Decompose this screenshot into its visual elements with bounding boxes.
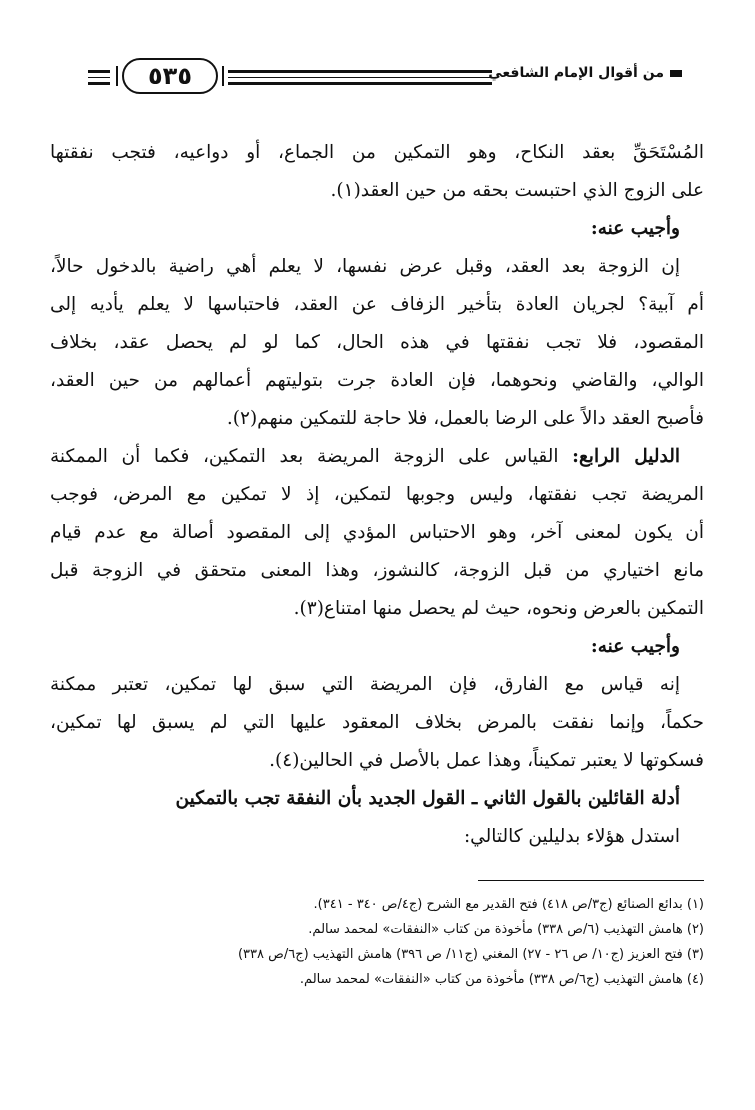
line-text: وأجيب عنه: — [590, 218, 680, 239]
footnote-separator — [478, 880, 704, 881]
header-title-mark — [670, 70, 682, 77]
text-line — [50, 362, 704, 400]
line-text: المُسْتَحَقِّ بعقد النكاح، وهو التمكين من الجماع، أو دواعيه، فتجب نفقتها — [50, 142, 704, 163]
main-text — [50, 134, 704, 856]
line-text: المريضة تجب نفقتها، وليس وجوبها لتمكين، إذ لا تمكين مع المرض، فوجب — [50, 484, 704, 505]
line-text: فأصبح العقد دالاً على الرضا بالعمل، فلا حاجة للتمكين منهم(٢). — [226, 408, 704, 429]
footnote: (٤) هامش التهذيب (ج٦/ص ٣٣٨) مأخوذة من كتاب «النفقات» لمحمد سالم. — [299, 972, 704, 987]
line-text: المقصود، فلا تجب نفقتها في هذه الحال، كما لو لم يحصل عقد، بخلاف — [50, 332, 704, 353]
text-line — [50, 248, 704, 286]
line-text: القياس على الزوجة المريضة بعد التمكين، فكما أن الممكنة — [50, 446, 573, 467]
line-text: مانع اختياري من قبل الزوجة، كالنشوز، وهذا المعنى متحقق في الزوجة قبل — [50, 560, 704, 581]
text-line — [50, 704, 704, 742]
line-text: إنه قياس مع الفارق، فإن المريضة التي سبق لها تمكين، تعتبر ممكنة — [50, 674, 680, 695]
line-text: الوالي، والقاضي ونحوهما، فإن العادة جرت بتوليتهم أعمالهم من حين العقد، — [50, 370, 704, 391]
text-line — [50, 552, 704, 590]
page-number: ٥٣٥ — [122, 58, 218, 94]
header-rule-top — [228, 70, 492, 73]
line-text: وأجيب عنه: — [590, 636, 680, 657]
text-line — [50, 400, 704, 438]
footnotes — [50, 892, 704, 992]
text-line — [50, 780, 704, 818]
text-line — [50, 742, 704, 780]
header-rule-left-bottom — [88, 82, 110, 85]
line-text: على الزوج الذي احتبست بحقه من حين العقد(١). — [330, 180, 704, 201]
text-line — [50, 476, 704, 514]
header-title: من أقوال الإمام الشافعي — [488, 65, 664, 81]
section-lead: الدليل الرابع: — [572, 446, 680, 467]
text-line — [50, 514, 704, 552]
text-line — [50, 438, 704, 476]
footnote: (٢) هامش التهذيب (٦/ص ٣٣٨) مأخوذة من كتاب «النفقات» لمحمد سالم. — [308, 922, 704, 937]
text-line — [50, 172, 704, 210]
text-line — [50, 628, 704, 666]
header-rule-middle — [228, 77, 492, 78]
line-text: التمكين بالعرض ونحوه، حيث لم يحصل منها امتناع(٣). — [293, 598, 704, 619]
running-header — [88, 58, 682, 98]
header-rule-left-top — [88, 70, 110, 73]
line-text: أن يكون لمعنى آخر، وهو الاحتباس المؤدي إلى المقصود أصالة مع عدم قيام — [50, 522, 704, 543]
line-text: أدلة القائلين بالقول الثاني ـ القول الجديد بأن النفقة تجب بالتمكين — [175, 788, 680, 809]
footnote: (١) بدائع الصنائع (ج٣/ص ٤١٨) فتح القدير مع الشرح (ج٤/ص ٣٤٠ - ٣٤١). — [313, 897, 704, 912]
line-text: أم آبية؟ لجريان العادة بتأخير الزفاف عن العقد، فاحتباسها لا يعلم يأديه إلى — [50, 294, 704, 315]
text-line — [50, 210, 704, 248]
line-text: فسكوتها لا يعتبر تمكيناً، وهذا عمل بالأصل في الحالين(٤). — [269, 750, 704, 771]
line-text: حكماً، وإنما نفقت بالمرض بخلاف المعقود عليها التي لم يسبق لها تمكين، — [50, 712, 704, 733]
line-text: إن الزوجة بعد العقد، وقبل عرض نفسها، لا يعلم أهي راضية بالدخول حالاً، — [50, 256, 680, 277]
text-line — [50, 666, 704, 704]
line-text: استدل هؤلاء بدليلين كالتالي: — [463, 826, 680, 847]
text-line — [50, 134, 704, 172]
text-line — [50, 818, 704, 856]
header-rule-bottom — [228, 82, 492, 85]
text-line — [50, 324, 704, 362]
text-line — [50, 286, 704, 324]
header-rule-left-middle — [88, 77, 110, 78]
text-line — [50, 590, 704, 628]
footnote: (٣) فتح العزيز (ج١٠/ ص ٢٦ - ٢٧) المغني (ج١١/ ص ٣٩٦) هامش التهذيب (ج٦/ص ٣٣٨) — [237, 947, 704, 962]
